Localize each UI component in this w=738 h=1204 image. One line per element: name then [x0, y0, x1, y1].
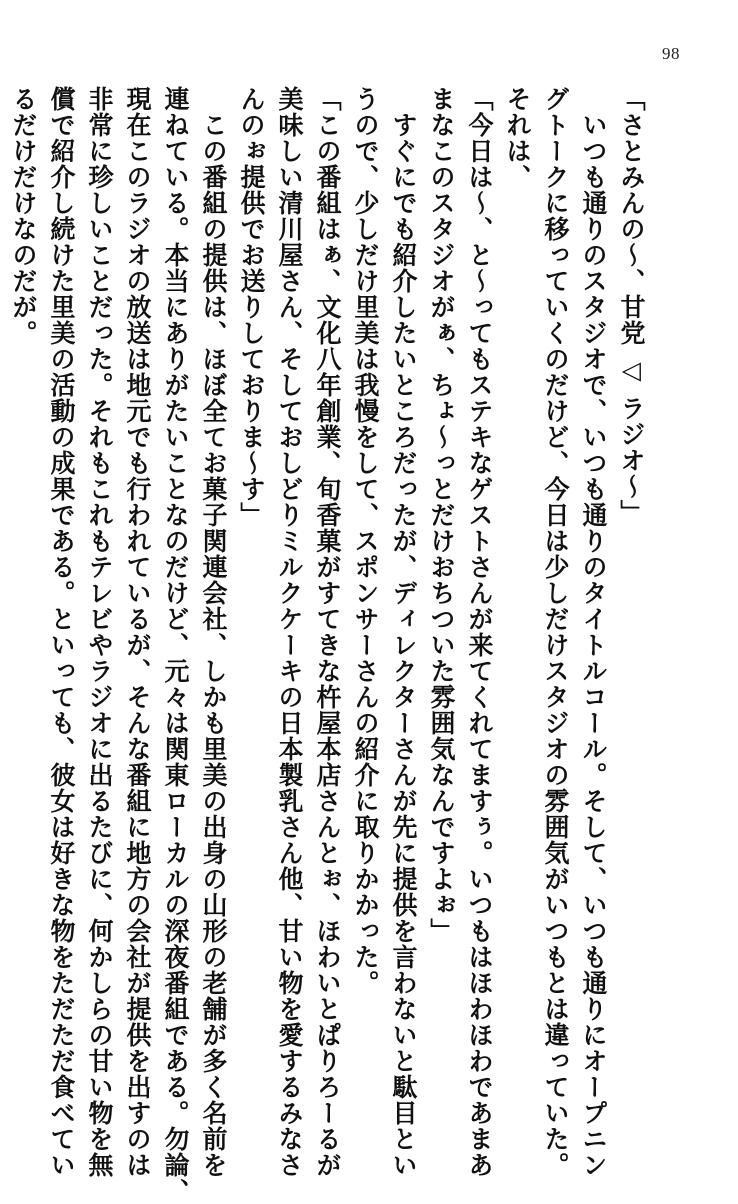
- text-line: うので、少しだけ里美は我慢をして、スポンサーさんの紹介に取りかかった。: [351, 86, 380, 996]
- text-line: 「今日は～、と～ってもステキなゲストさんが来てくれてますぅ。いつもはほわほわであまあ: [465, 86, 494, 1178]
- body-text: [4, 86, 650, 1204]
- text-line: 美味しい清川屋さん、そしておしどりミルクケーキの日本製乳さん他、甘い物を愛するみなさ: [275, 86, 304, 1178]
- text-line: 「さとみんの～、甘党 ◁ ラジオ～」: [617, 86, 646, 526]
- text-line: すぐにでも紹介したいところだったが、ディレクターさんが先に提供を言わないと駄目とい: [389, 86, 418, 1178]
- text-line: 現在このラジオの放送は地元でも行われているが、そんな番組に地方の会社が提供を出すのは: [123, 86, 152, 1178]
- text-line: 非常に珍しいことだった。それもこれもテレビやラジオに出るたびに、何かしらの甘い物を無: [85, 86, 114, 1178]
- text-line: んのぉ提供でお送りしておりま～す」: [237, 86, 266, 528]
- text-line: 連ねている。本当にありがたいことなのだけど、元々は関東ローカルの深夜番組である。勿論、: [161, 86, 190, 1204]
- text-line: グトークに移っていくのだけど、今日は少しだけスタジオの雰囲気がいつもとは違っていた。: [541, 86, 570, 1178]
- text-line: まなこのスタジオがぁ、ちょ～っとだけおちついた雰囲気なんですよぉ」: [427, 86, 456, 944]
- text-line: いつも通りのスタジオで、いつも通りのタイトルコール。そして、いつも通りにオープニン: [579, 86, 608, 1178]
- page-number: 98: [662, 44, 680, 63]
- text-line: それは、: [503, 86, 532, 190]
- text-line: この番組の提供は、ほぼ全てお菓子関連会社、しかも里美の出身の山形の老舗が多く名前を: [199, 86, 228, 1178]
- text-line: るだけだけなのだが。: [9, 86, 38, 346]
- text-line: 「この番組はぁ、文化八年創業、旬香菓がすてきな杵屋本店さんとぉ、ほわいとぱりろーるが: [313, 86, 342, 1178]
- text-line: 償で紹介し続けた里美の活動の成果である。といっても、彼女は好きな物をただただ食べてい: [47, 86, 76, 1178]
